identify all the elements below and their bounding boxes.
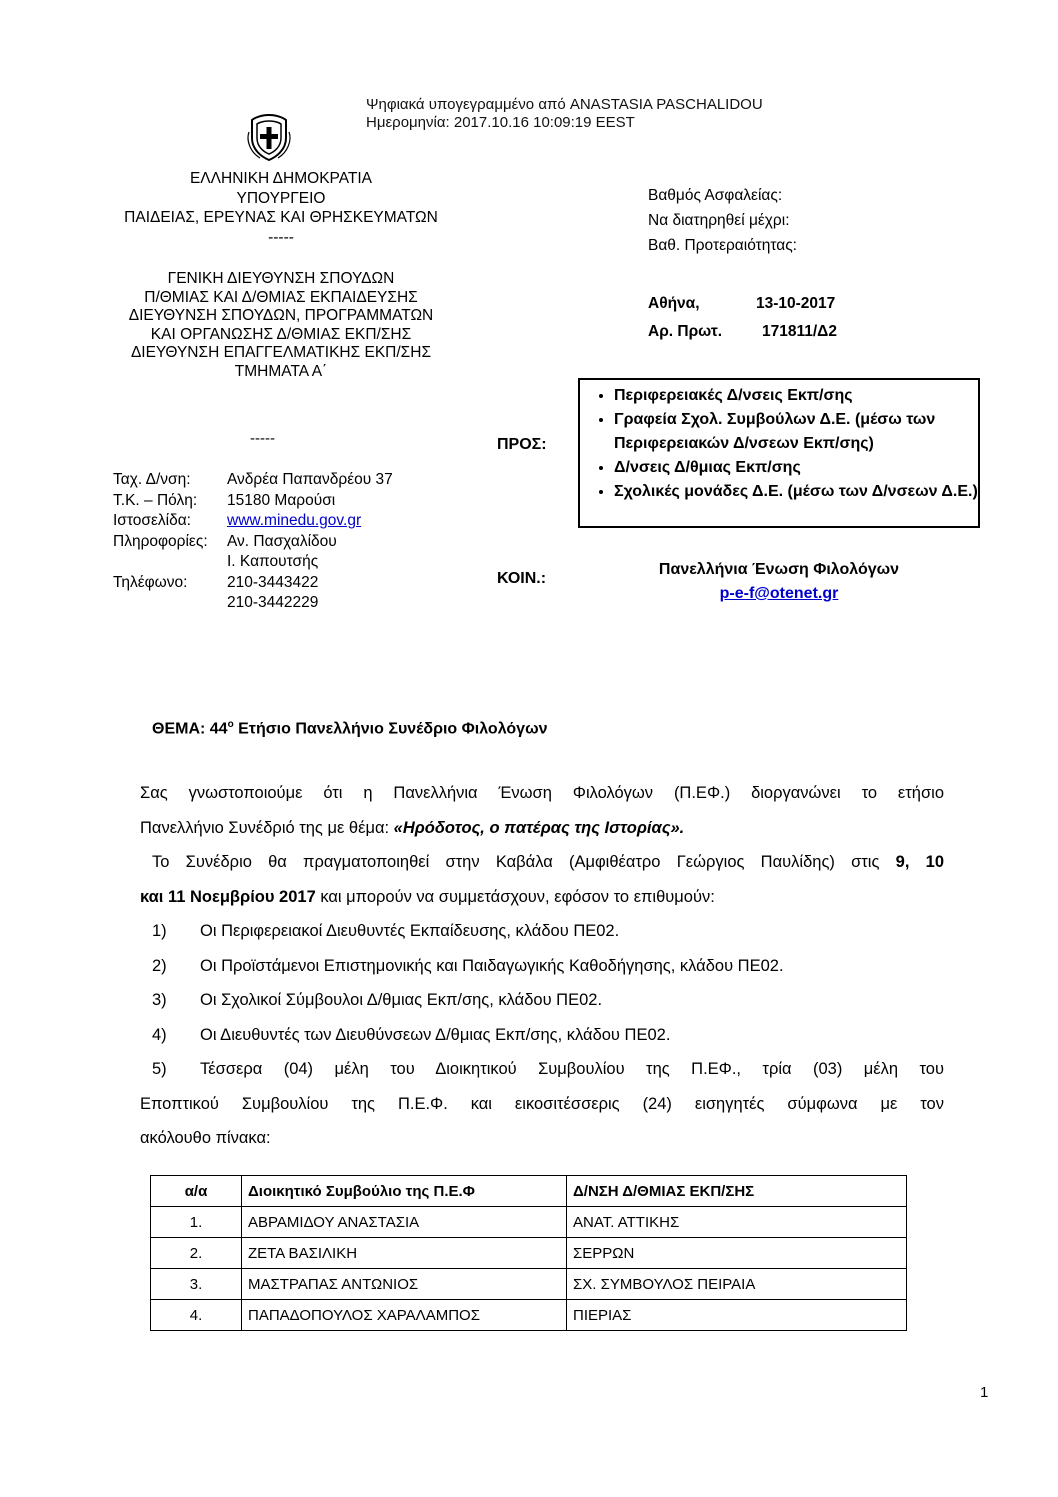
subject-title: Ετήσιο Πανελλήνιο Συνέδριο Φιλολόγων <box>233 720 548 738</box>
cell-index: 2. <box>151 1238 242 1269</box>
protocol-label: Αρ. Πρωτ. <box>648 323 723 340</box>
security-level-label: Βαθμός Ασφαλείας: <box>648 187 783 204</box>
signature-line-1: Ψηφιακά υπογεγραμμένο από ANASTASIA PASCHALIDOU <box>366 96 763 113</box>
digital-signature <box>366 96 763 132</box>
department-line: ΔΙΕΥΘΥΝΣΗ ΕΠΑΓΓΕΛΜΑΤΙΚΗΣ ΕΚΠ/ΣΗΣ <box>130 344 432 361</box>
subject-line <box>152 719 547 738</box>
department-line: ΔΙΕΥΘΥΝΣΗ ΣΠΟΥΔΩΝ, ΠΡΟΓΡΑΜΜΑΤΩΝ <box>128 307 434 324</box>
conference-theme: «Ηρόδοτος, ο πατέρας της Ιστορίας». <box>393 818 685 837</box>
recipients-box <box>578 378 980 528</box>
department-line: ΚΑΙ ΟΡΓΑΝΩΣΗΣ Δ/ΘΜΙΑΣ ΕΚΠ/ΣΗΣ <box>150 325 412 343</box>
paragraph-1-line-2 <box>140 811 944 846</box>
contact-value: 210-3442229 <box>227 594 319 611</box>
item-number: 4) <box>152 1025 167 1044</box>
website-link[interactable]: www.minedu.gov.gr <box>227 512 362 529</box>
cell-directorate: ΑΝΑΤ. ΑΤΤΙΚΗΣ <box>567 1207 907 1238</box>
contact-key <box>113 593 227 614</box>
conference-days: 9, 10 <box>895 853 944 871</box>
text: και μπορούν να συμμετάσχουν, εφόσον το επιθυμούν: <box>315 887 715 906</box>
ministry-line: ΥΠΟΥΡΓΕΙΟ <box>236 189 326 207</box>
ministry-line: ΠΑΙΔΕΙΑΣ, ΕΡΕΥΝΑΣ ΚΑΙ ΘΡΗΣΚΕΥΜΑΤΩΝ <box>124 209 438 226</box>
item-text: Οι Προϊστάμενοι Επιστημονικής και Παιδαγωγικής Καθοδήγησης, κλάδου ΠΕ02. <box>200 956 784 975</box>
table-row <box>151 1300 907 1331</box>
item-text: ακόλουθο πίνακα: <box>140 1129 271 1147</box>
item-number: 3) <box>152 991 167 1009</box>
item-text: Οι Περιφερειακοί Διευθυντές Εκπαίδευσης, κλάδου ΠΕ02. <box>200 922 620 940</box>
cell-index: 4. <box>151 1300 242 1331</box>
cell-directorate: ΠΙΕΡΙΑΣ <box>567 1300 907 1331</box>
board-members-table <box>150 1175 907 1331</box>
table-row <box>151 1269 907 1300</box>
cell-directorate: ΣΧ. ΣΥΜΒΟΥΛΟΣ ΠΕΙΡΑΙΑ <box>567 1269 907 1300</box>
contact-key: Ταχ. Δ/νση: <box>113 471 191 488</box>
contact-key: Πληροφορίες: <box>113 532 208 550</box>
header-board: Διοικητικό Συμβούλιο της Π.Ε.Φ <box>242 1176 567 1207</box>
item-number: 5) <box>152 1060 167 1078</box>
letter-body <box>140 776 944 1156</box>
table-header-row <box>151 1176 907 1207</box>
place-label: Αθήνα, <box>648 295 700 312</box>
cc-recipient <box>578 558 980 606</box>
cell-name: ΖΕΤΑ ΒΑΣΙΛΙΚΗ <box>242 1238 567 1269</box>
paragraph-2-line-1 <box>140 845 944 880</box>
cell-name: ΠΑΠΑΔΟΠΟΥΛΟΣ ΧΑΡΑΛΑΜΠΟΣ <box>242 1300 567 1331</box>
cc-label: ΚΟΙΝ.: <box>497 570 547 587</box>
contact-value: 210-3443422 <box>227 573 319 591</box>
list-item <box>140 949 944 984</box>
cc-name: Πανελλήνια Ένωση Φιλολόγων <box>658 561 900 578</box>
recipient-item: • Δ/νσεις Δ/θμιας Εκπ/σης <box>614 456 978 480</box>
contact-key <box>113 552 227 573</box>
ministry-header <box>86 169 476 247</box>
item-number: 2) <box>152 956 167 975</box>
recipients-list <box>580 384 978 504</box>
subject-ordinal: ο <box>227 719 234 730</box>
department-line: ΓΕΝΙΚΗ ΔΙΕΥΘΥΝΣΗ ΣΠΟΥΔΩΝ <box>167 270 395 287</box>
list-item-5-line-3 <box>140 1121 944 1156</box>
contact-value: Ανδρέα Παπανδρέου 37 <box>227 471 393 488</box>
recipients-label: ΠΡΟΣ: <box>497 436 547 453</box>
contact-value: 15180 Μαρούσι <box>227 491 336 509</box>
contact-key: Ιστοσελίδα: <box>113 512 191 529</box>
list-item <box>140 1018 944 1053</box>
list-item <box>140 983 944 1018</box>
conference-dates: και 11 Νοεμβρίου 2017 <box>140 887 316 906</box>
text: Το Συνέδριο θα πραγματοποιηθεί στην Καβάλα (Αμφιθέατρο Γεώργιος Παυλίδης) στις <box>152 853 896 871</box>
text: Πανελλήνιο Συνέδριό της με θέμα: <box>140 818 394 837</box>
department-header <box>86 270 476 381</box>
protocol-number: 171811/Δ2 <box>762 323 837 340</box>
ministry-line: ΕΛΛΗΝΙΚΗ ΔΗΜΟΚΡΑΤΙΑ <box>189 170 373 187</box>
contact-info <box>113 470 393 614</box>
item-text: Εποπτικού Συμβουλίου της Π.Ε.Φ. και εικοσιτέσσερις (24) εισηγητές σύμφωνα με τον <box>140 1094 944 1113</box>
retention-label: Να διατηρηθεί μέχρι: <box>648 212 790 229</box>
contact-key: Τ.Κ. – Πόλη: <box>113 491 198 509</box>
subject-prefix: ΘΕΜΑ: 44 <box>152 720 228 738</box>
security-classification <box>648 183 797 258</box>
item-text: Οι Διευθυντές των Διευθύνσεων Δ/θμιας Εκπ/σης, κλάδου ΠΕ02. <box>200 1025 671 1044</box>
text: Σας γνωστοποιούμε ότι η Πανελλήνια Ένωση Φιλολόγων (Π.ΕΦ.) διοργανώνει το ετήσιο <box>140 784 944 802</box>
greek-coat-of-arms-icon <box>244 112 294 162</box>
contact-value: Αν. Πασχαλίδου <box>227 532 337 550</box>
document-date: 13-10-2017 <box>756 295 836 312</box>
item-text: Τέσσερα (04) μέλη του Διοικητικού Συμβουλίου της Π.ΕΦ., τρία (03) μέλη του <box>200 1060 944 1078</box>
cell-name: ΜΑΣΤΡΑΠΑΣ ΑΝΤΩΝΙΟΣ <box>242 1269 567 1300</box>
cell-index: 3. <box>151 1269 242 1300</box>
item-text: Οι Σχολικοί Σύμβουλοι Δ/θμιας Εκπ/σης, κλάδου ΠΕ02. <box>200 991 603 1009</box>
signature-line-2: Ημερομηνία: 2017.10.16 10:09:19 EEST <box>366 114 635 131</box>
item-number: 1) <box>152 922 167 940</box>
recipient-item: • Περιφερειακές Δ/νσεις Εκπ/σης <box>614 384 978 408</box>
list-item <box>140 914 944 949</box>
cell-index: 1. <box>151 1207 242 1238</box>
list-item-5-line-1 <box>140 1052 944 1087</box>
priority-label: Βαθ. Προτεραιότητας: <box>648 237 797 254</box>
recipient-item: • Γραφεία Σχολ. Συμβούλων Δ.Ε. (μέσω των Περιφερειακών Δ/νσεων Εκπ/σης) <box>614 408 978 456</box>
department-line: Π/ΘΜΙΑΣ ΚΑΙ Δ/ΘΜΙΑΣ ΕΚΠΑΙΔΕΥΣΗΣ <box>144 288 418 306</box>
contact-key: Τηλέφωνο: <box>113 573 188 591</box>
ministry-separator: ----- <box>268 228 294 246</box>
header-index: α/α <box>151 1176 242 1207</box>
table-row <box>151 1207 907 1238</box>
cc-email-link[interactable]: p-e-f@otenet.gr <box>719 585 839 602</box>
cell-name: ΑΒΡΑΜΙΔΟΥ ΑΝΑΣΤΑΣΙΑ <box>242 1207 567 1238</box>
recipient-item: • Σχολικές μονάδες Δ.Ε. (μέσω των Δ/νσεων Δ.Ε.) <box>614 480 978 504</box>
department-separator: ----- <box>250 430 275 447</box>
header-directorate: Δ/ΝΣΗ Δ/ΘΜΙΑΣ ΕΚΠ/ΣΗΣ <box>567 1176 907 1207</box>
page-number: 1 <box>980 1384 989 1401</box>
table-row <box>151 1238 907 1269</box>
cell-directorate: ΣΕΡΡΩΝ <box>567 1238 907 1269</box>
list-item-5-line-2 <box>140 1087 944 1122</box>
date-protocol-block <box>648 290 837 346</box>
paragraph-2-line-2 <box>140 880 944 915</box>
department-line: ΤΜΗΜΑΤΑ Α΄ <box>234 362 328 380</box>
paragraph-1-line-1 <box>140 776 944 811</box>
contact-value: Ι. Καπουτσής <box>227 553 319 570</box>
